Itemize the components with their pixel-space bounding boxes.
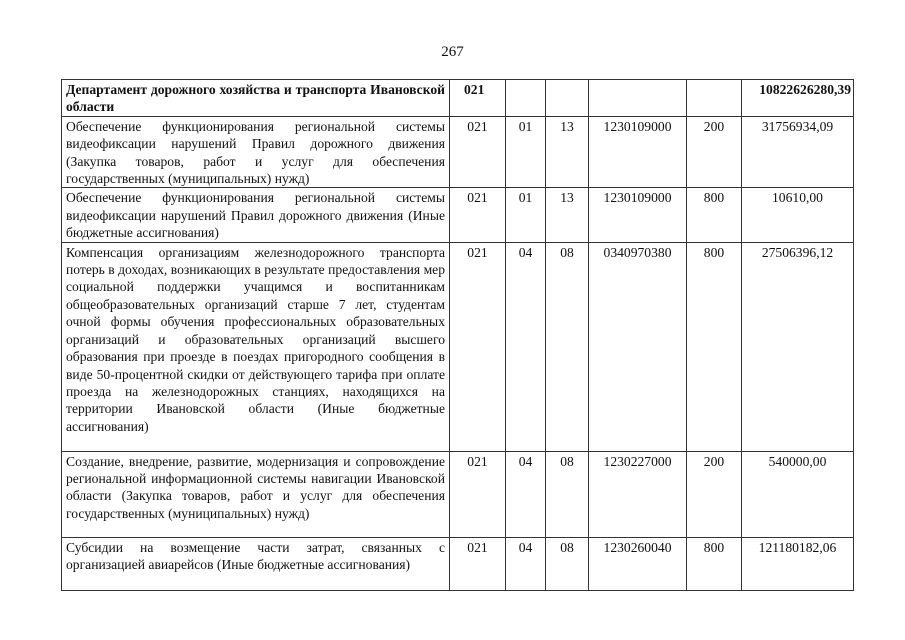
target-code: 1230109000 bbox=[589, 116, 687, 188]
row-description: Субсидии на возмещение части затрат, связанных с организацией авиарейсов (Иные бюджетные ассигнования) bbox=[62, 537, 450, 590]
row-description: Обеспечение функционирования региональной системы видеофиксации нарушений Правил дорожного движения (Иные бюджетные ассигнования) bbox=[62, 188, 450, 242]
subsection-code: 08 bbox=[546, 451, 589, 537]
target-code bbox=[589, 80, 687, 117]
ministry-code: 021 bbox=[450, 537, 506, 590]
ministry-code: 021 bbox=[450, 116, 506, 188]
table-row bbox=[62, 80, 854, 117]
table-row bbox=[62, 116, 854, 188]
amount: 10822626280,39 bbox=[742, 80, 854, 117]
target-code: 1230260040 bbox=[589, 537, 687, 590]
table-row bbox=[62, 537, 854, 590]
section-code: 04 bbox=[506, 242, 546, 451]
expense-type-code: 200 bbox=[687, 451, 742, 537]
subsection-code: 13 bbox=[546, 188, 589, 242]
ministry-code: 021 bbox=[450, 242, 506, 451]
target-code: 1230109000 bbox=[589, 188, 687, 242]
expense-type-code: 800 bbox=[687, 188, 742, 242]
amount: 540000,00 bbox=[742, 451, 854, 537]
row-description: Департамент дорожного хозяйства и транспорта Ивановской области bbox=[62, 80, 450, 117]
subsection-code: 08 bbox=[546, 537, 589, 590]
amount: 10610,00 bbox=[742, 188, 854, 242]
ministry-code: 021 bbox=[450, 451, 506, 537]
expense-type-code: 200 bbox=[687, 116, 742, 188]
ministry-code: 021 bbox=[450, 80, 506, 117]
section-code: 01 bbox=[506, 188, 546, 242]
page-number: 267 bbox=[441, 44, 464, 60]
table-row bbox=[62, 451, 854, 537]
subsection-code bbox=[546, 80, 589, 117]
amount: 121180182,06 bbox=[742, 537, 854, 590]
target-code: 0340970380 bbox=[589, 242, 687, 451]
expense-type-code: 800 bbox=[687, 242, 742, 451]
budget-table bbox=[61, 79, 854, 591]
row-description: Обеспечение функционирования региональной системы видеофиксации нарушений Правил дорожного движения (Закупка товаров, работ и услуг для обеспечения государственных (муниципальных) нужд) bbox=[62, 116, 450, 188]
section-code bbox=[506, 80, 546, 117]
subsection-code: 08 bbox=[546, 242, 589, 451]
amount: 27506396,12 bbox=[742, 242, 854, 451]
row-description: Компенсация организациям железнодорожного транспорта потерь в доходах, возникающих в результате предоставления мер социальной поддержки учащимся и воспитанникам общеобразовательных организаций старше 7 лет, студентам очной формы обучения профессиональных образовательных организаций и образовательных организаций высшего образования при проезде в поездах пригородного сообщения в виде 50-процентной скидки от действующего тарифа при оплате проезда на железнодорожных станциях, находящихся на территории Ивановской области (Иные бюджетные ассигнования) bbox=[62, 242, 450, 451]
table-row bbox=[62, 242, 854, 451]
ministry-code: 021 bbox=[450, 188, 506, 242]
section-code: 01 bbox=[506, 116, 546, 188]
subsection-code: 13 bbox=[546, 116, 589, 188]
section-code: 04 bbox=[506, 537, 546, 590]
amount: 31756934,09 bbox=[742, 116, 854, 188]
target-code: 1230227000 bbox=[589, 451, 687, 537]
expense-type-code: 800 bbox=[687, 537, 742, 590]
expense-type-code bbox=[687, 80, 742, 117]
table-row bbox=[62, 188, 854, 242]
section-code: 04 bbox=[506, 451, 546, 537]
row-description: Создание, внедрение, развитие, модернизация и сопровождение региональной информационной системы навигации Ивановской области (Закупка товаров, работ и услуг для обеспечения государственных (муниципальных) нужд) bbox=[62, 451, 450, 537]
